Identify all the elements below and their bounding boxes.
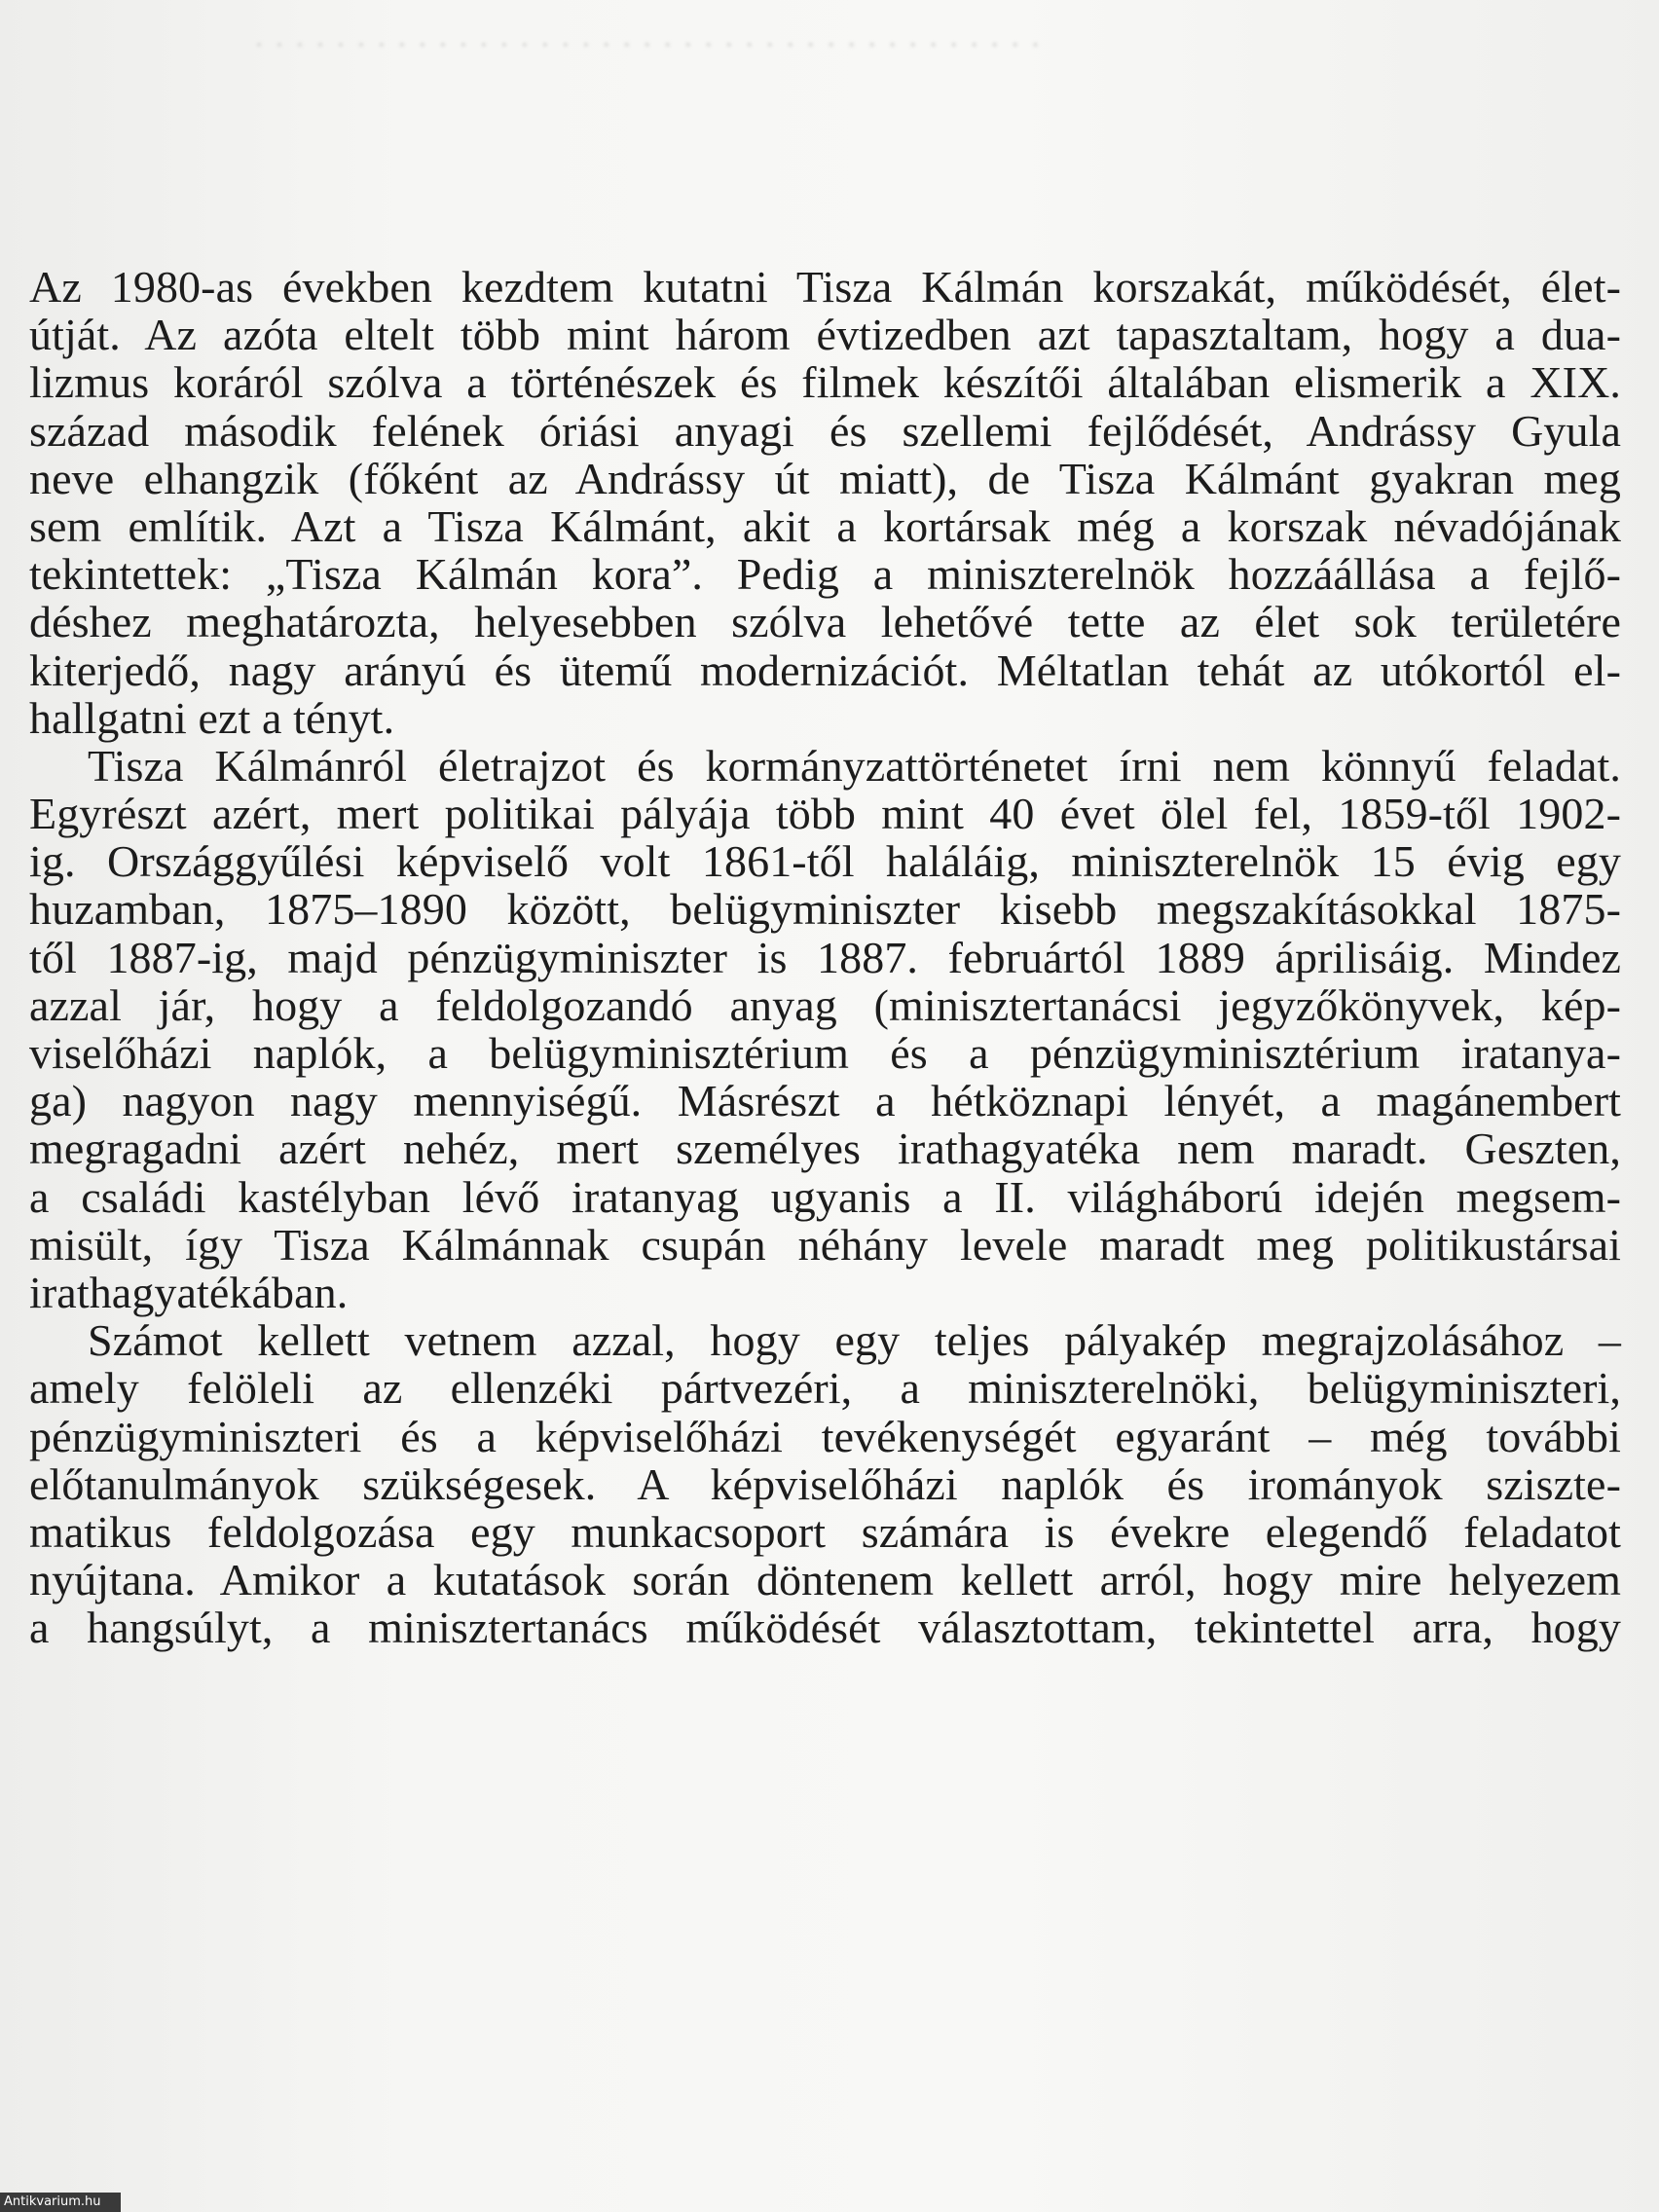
paragraph-2 — [29, 742, 1621, 1316]
text-line: század második felének óriási anyagi és szellemi fejlődését, Andrássy Gyula — [29, 405, 1621, 456]
text-line: a hangsúlyt, a minisztertanács működését választottam, tekintettel arra, hogy — [29, 1603, 1621, 1653]
text-line: nyújtana. Amikor a kutatások során döntenem kellett arról, hogy mire helyezem — [29, 1555, 1621, 1605]
paragraph-3 — [29, 1316, 1621, 1651]
text-line: huzamban, 1875–1890 között, belügyminiszter kisebb megszakításokkal 1875- — [29, 884, 1621, 935]
text-line: megragadni azért nehéz, mert személyes irathagyatéka nem maradt. Geszten, — [29, 1124, 1621, 1174]
text-line: pénzügyminiszteri és a képviselőházi tevékenységét egyaránt – még további — [29, 1411, 1621, 1461]
text-line: től 1887-ig, majd pénzügyminiszter is 1887. februártól 1889 áprilisáig. Mindez — [29, 932, 1621, 982]
text-line: irathagyatékában. — [29, 1267, 349, 1317]
text-line: viselőházi naplók, a belügyminisztérium és a pénzügyminisztérium iratanya- — [29, 1028, 1621, 1078]
site-watermark: Antikvarium.hu — [0, 2193, 121, 2212]
bleed-through-text: · · · · · · · · · · · · · · · · · · · · · · · · · · · · · · · · · · · · · · · — [253, 25, 1042, 64]
text-line: amely felöleli az ellenzéki pártvezéri, a miniszterelnöki, belügyminiszteri, — [29, 1363, 1621, 1414]
text-line: lizmus koráról szólva a történészek és filmek készítői általában elismerik a XIX. — [29, 357, 1621, 408]
body-text — [29, 263, 1621, 1651]
text-line: útját. Az azóta eltelt több mint három évtizedben azt tapasztaltam, hogy a dua- — [29, 310, 1621, 360]
text-line: sem említik. Azt a Tisza Kálmánt, akit a kortársak még a korszak névadójának — [29, 500, 1621, 551]
text-line: misült, így Tisza Kálmánnak csupán néhány levele maradt meg politikustársai — [29, 1219, 1621, 1270]
text-line: kiterjedő, nagy arányú és ütemű modernizációt. Méltatlan tehát az utókortól el- — [29, 645, 1621, 695]
text-line: Egyrészt azért, mert politikai pályája több mint 40 évet ölel fel, 1859-től 1902- — [29, 789, 1621, 839]
text-line: ig. Országgyűlési képviselő volt 1861-től haláláig, miniszterelnök 15 évig egy — [29, 836, 1621, 887]
text-line: ga) nagyon nagy mennyiségű. Másrészt a hétköznapi lényét, a magánembert — [29, 1076, 1621, 1126]
text-line: azzal jár, hogy a feldolgozandó anyag (minisztertanácsi jegyzőkönyvek, kép- — [29, 979, 1621, 1030]
text-line: hallgatni ezt a tényt. — [29, 692, 395, 743]
text-line: tekintettek: „Tisza Kálmán kora”. Pedig a miniszterelnök hozzáállása a fejlő- — [29, 549, 1621, 600]
text-line: előtanulmányok szükségesek. A képviselőházi naplók és irományok szisztе- — [29, 1458, 1621, 1509]
text-line: neve elhangzik (főként az Andrássy út miatt), de Tisza Kálmánt gyakran meg — [29, 453, 1621, 503]
text-line: Tisza Kálmánról életrajzot és kormányzattörténetet írni nem könnyű feladat. — [88, 740, 1621, 791]
text-line: a családi kastélyban lévő iratanyag ugyanis a II. világháború idején megsem- — [29, 1171, 1621, 1222]
paragraph-1 — [29, 263, 1621, 742]
text-line: Az 1980-as években kezdtem kutatni Tisza Kálmán korszakát, működését, élet- — [29, 262, 1621, 312]
text-line: Számot kellett vetnem azzal, hogy egy teljes pályakép megrajzolásához – — [88, 1315, 1621, 1366]
text-line: matikus feldolgozása egy munkacsoport számára is évekre elegendő feladatot — [29, 1506, 1621, 1557]
text-line: déshez meghatározta, helyesebben szólva lehetővé tette az élet sok területére — [29, 597, 1621, 647]
